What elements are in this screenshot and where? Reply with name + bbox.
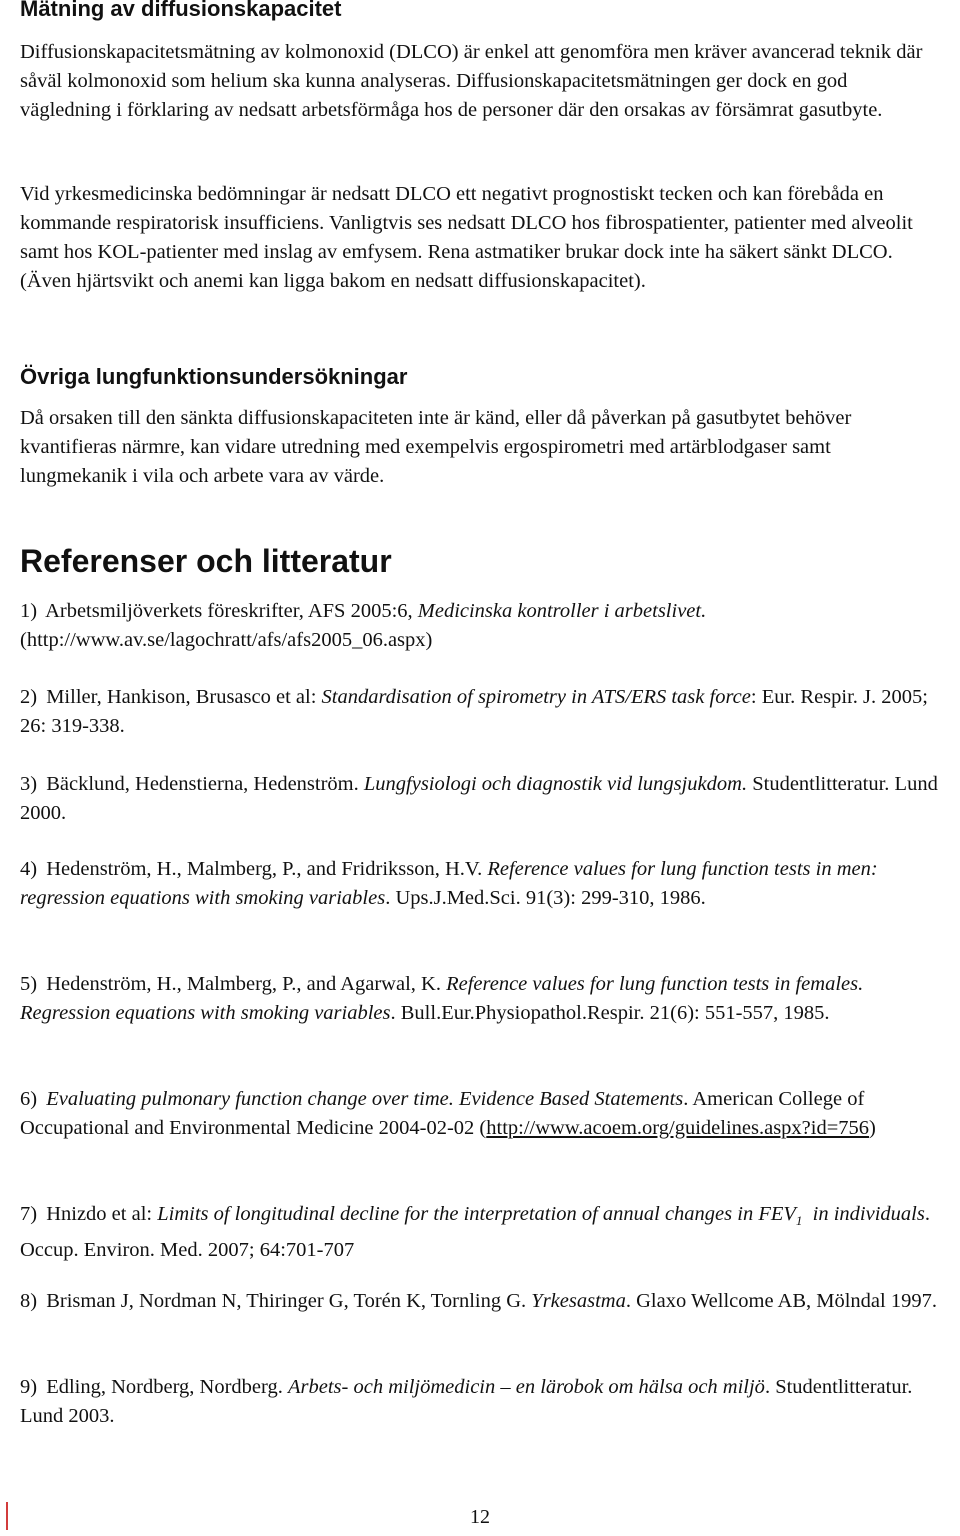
paragraph-diffusion-assessment: Vid yrkesmedicinska bedömningar är nedsatt DLCO ett negativt prognostiskt tecken och kan förebåda en kommande respiratorisk insufficiens. Vanligtvis ses nedsatt DLCO hos fibrospatienter, patienter med alveolit samt hos KOL-patienter med inslag av emfysem. Rena astmatiker brukar dock inte ha säkert sänkt DLCO. (Även hjärtsvikt och anemi kan ligga bakom en nedsatt diffusionskapacitet). (20, 183, 913, 292)
reference-authors: Hedenström, H., Malmberg, P., and Agarwal, K. (46, 973, 447, 995)
reference-number: 3) (20, 773, 38, 795)
reference-title: Reference values for lung function tests in females. Regression equations with smoking variables (20, 973, 864, 1024)
reference-subscript: 1 (795, 1213, 803, 1229)
reference-source: Studentlitteratur. Lund 2000. (20, 773, 938, 824)
page-number: 12 (470, 1506, 490, 1528)
references-heading: Referenser och litteratur (20, 543, 392, 579)
reference-number: 1) (20, 600, 38, 622)
reference-item-5 (20, 970, 940, 1027)
section-heading-other-tests: Övriga lungfunktionsundersökningar (20, 364, 408, 389)
reference-authors: Arbetsmiljöverkets föreskrifter, AFS 2005:6, (45, 600, 418, 622)
reference-authors: Bäcklund, Hedenstierna, Hedenström. (46, 773, 364, 795)
reference-number: 8) (20, 1290, 38, 1312)
reference-source: . Occup. Environ. Med. 2007; 64:701-707 (20, 1203, 930, 1261)
reference-title: Lungfysiologi och diagnostik vid lungsjukdom. (363, 773, 748, 795)
reference-title: Medicinska kontroller i arbetslivet. (417, 600, 707, 622)
reference-authors: Miller, Hankison, Brusasco et al: (46, 686, 322, 708)
reference-source: (http://www.av.se/lagochratt/afs/afs2005_06.aspx) (20, 628, 433, 651)
paragraph-other-tests: Då orsaken till den sänkta diffusionskapaciteten inte är känd, eller då påverkan på gasutbytet behöver kvantifieras närmre, kan vidare utredning med exempelvis ergospirometri med artärblodgaser samt lungmekanik i vila och arbete vara av värde. (20, 407, 852, 487)
reference-title: Reference values for lung function tests in men: regression equations with smoking variables (20, 858, 878, 909)
reference-number: 5) (20, 973, 38, 995)
reference-item-6 (20, 1085, 940, 1142)
reference-source: . Ups.J.Med.Sci. 91(3): 299-310, 1986. (385, 886, 706, 909)
reference-number: 7) (20, 1203, 38, 1225)
reference-item-4 (20, 855, 940, 912)
reference-authors: Brisman J, Nordman N, Thiringer G, Torén K, Tornling G. (46, 1290, 532, 1312)
reference-item-2 (20, 683, 940, 740)
reference-title: Arbets- och miljömedicin – en lärobok om hälsa och miljö (288, 1376, 765, 1398)
reference-item-7 (20, 1200, 940, 1264)
reference-title: Limits of longitudinal decline for the interpretation of annual changes in FEV (157, 1203, 796, 1225)
reference-title: Yrkesastma (531, 1290, 626, 1312)
reference-authors: Hedenström, H., Malmberg, P., and Fridriksson, H.V. (46, 858, 488, 880)
reference-link[interactable]: http://www.acoem.org/guidelines.aspx?id=756 (486, 1116, 870, 1139)
reference-title: Evaluating pulmonary function change over time. Evidence Based Statements (46, 1088, 684, 1110)
reference-paren: ) (869, 1116, 876, 1139)
paragraph-diffusion-intro: Diffusionskapacitetsmätning av kolmonoxid (DLCO) är enkel att genomföra men kräver avancerad teknik där såväl kolmonoxid som helium ska kunna analyseras. Diffusionskapacitetsmätningen ger dock en god vägledning i förklaring av nedsatt arbetsförmåga hos de personer där den orsakas av försämrat gasutbyte. (20, 41, 923, 121)
section-heading-diffusion: Mätning av diffusionskapacitet (20, 0, 342, 21)
reference-title: Standardisation of spirometry in ATS/ERS task force (321, 686, 751, 708)
reference-authors: Hnizdo et al: (46, 1203, 158, 1225)
reference-title-cont: in individuals (802, 1203, 925, 1225)
reference-source: . Studentlitteratur. Lund 2003. (20, 1376, 913, 1427)
reference-source: . American College of Occupational and Environmental Medicine 2004-02-02 ( (20, 1088, 865, 1139)
reference-item-8 (20, 1287, 940, 1316)
reference-number: 6) (20, 1088, 38, 1110)
reference-item-9 (20, 1373, 940, 1430)
reference-source: . Glaxo Wellcome AB, Mölndal 1997. (625, 1290, 937, 1312)
reference-number: 4) (20, 858, 38, 880)
reference-authors: Edling, Nordberg, Nordberg. (46, 1376, 288, 1398)
reference-source: : Eur. Respir. J. 2005; 26: 319-338. (20, 686, 928, 737)
reference-item-3 (20, 770, 940, 827)
reference-item-1 (20, 597, 940, 654)
reference-number: 2) (20, 686, 38, 708)
reference-source: . Bull.Eur.Physiopathol.Respir. 21(6): 551-557, 1985. (390, 1001, 830, 1024)
reference-number: 9) (20, 1376, 38, 1398)
